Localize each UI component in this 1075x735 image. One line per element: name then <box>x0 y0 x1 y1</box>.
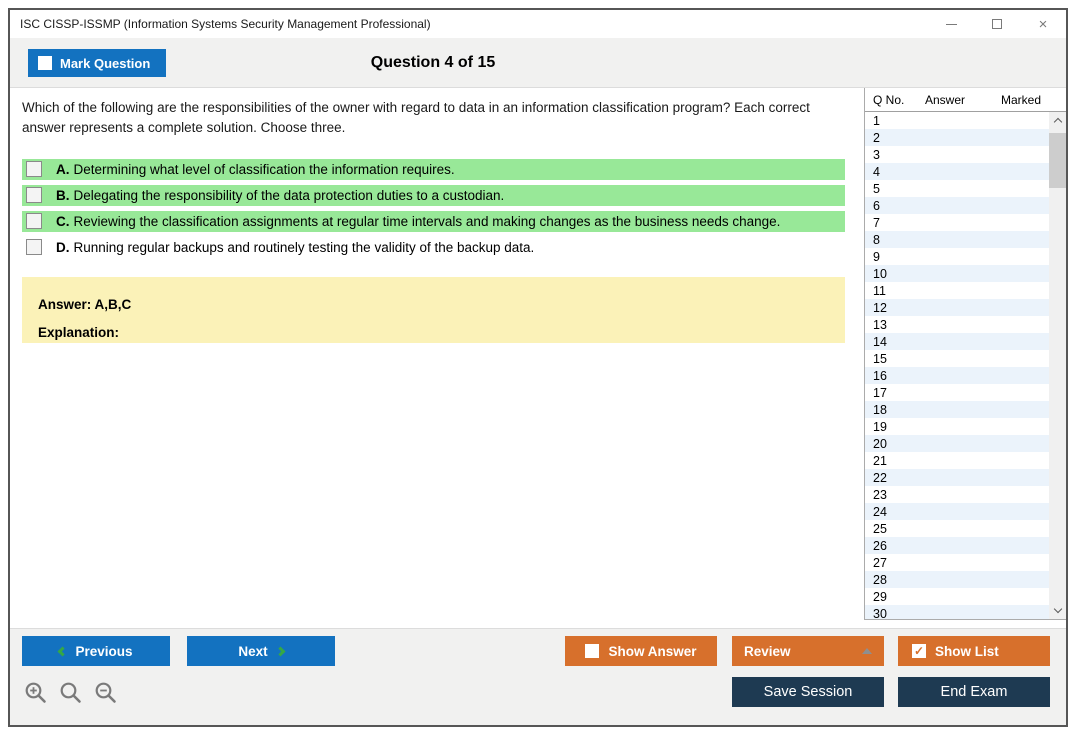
qlist-row[interactable] <box>865 112 1049 129</box>
window-title: ISC CISSP-ISSMP (Information Systems Security Management Professional) <box>20 17 431 31</box>
question-counter: Question 4 of 15 <box>370 53 496 71</box>
qlist-cell-qno: 13 <box>873 317 887 332</box>
option-b-letter: B. <box>56 188 70 204</box>
scroll-up-icon <box>1053 118 1061 126</box>
chevron-left-icon <box>58 646 68 656</box>
option-a[interactable] <box>22 159 845 180</box>
qlist-cell-qno: 24 <box>873 504 887 519</box>
show-answer-checkbox[interactable] <box>585 644 599 658</box>
option-d-letter: D. <box>56 240 70 256</box>
qlist-cell-qno: 4 <box>873 164 880 179</box>
review-dropdown-button[interactable] <box>732 636 884 666</box>
qlist-cell-qno: 5 <box>873 181 880 196</box>
title-bar <box>10 10 1066 38</box>
qlist-row[interactable] <box>865 486 1049 503</box>
mark-question-label: Mark Question <box>60 55 151 71</box>
column-header-answer: Answer <box>925 92 966 107</box>
qlist-cell-qno: 21 <box>873 453 887 468</box>
show-list-button[interactable] <box>898 636 1050 666</box>
qlist-cell-qno: 27 <box>873 555 887 570</box>
qlist-row[interactable] <box>865 299 1049 316</box>
question-list-panel <box>864 88 1066 620</box>
zoom-tools <box>24 681 119 706</box>
triangle-up-icon <box>862 648 872 654</box>
qlist-row[interactable] <box>865 503 1049 520</box>
option-b[interactable] <box>22 185 845 206</box>
qlist-row[interactable] <box>865 384 1049 401</box>
zoom-reset-icon[interactable] <box>59 681 84 706</box>
check-icon: ✓ <box>913 644 925 658</box>
qlist-row[interactable] <box>865 146 1049 163</box>
question-panel <box>10 88 864 628</box>
end-exam-button[interactable] <box>898 677 1050 707</box>
review-label: Review <box>744 643 791 659</box>
qlist-row[interactable] <box>865 231 1049 248</box>
qlist-cell-qno: 14 <box>873 334 887 349</box>
qlist-cell-qno: 26 <box>873 538 887 553</box>
qlist-cell-qno: 22 <box>873 470 887 485</box>
qlist-cell-qno: 30 <box>873 606 887 619</box>
question-list-body <box>865 112 1066 619</box>
qlist-cell-qno: 18 <box>873 402 887 417</box>
qlist-cell-qno: 25 <box>873 521 887 536</box>
header-band <box>10 38 1066 88</box>
qlist-row[interactable] <box>865 350 1049 367</box>
qlist-row[interactable] <box>865 605 1049 619</box>
answer-explanation-box <box>22 277 845 343</box>
qlist-cell-qno: 6 <box>873 198 880 213</box>
option-a-checkbox[interactable] <box>26 161 42 177</box>
qlist-row[interactable] <box>865 316 1049 333</box>
option-c-letter: C. <box>56 214 70 230</box>
window-controls <box>928 10 1066 38</box>
qlist-row[interactable] <box>865 418 1049 435</box>
qlist-row[interactable] <box>865 554 1049 571</box>
option-b-checkbox[interactable] <box>26 187 42 203</box>
option-c[interactable] <box>22 211 845 232</box>
qlist-row[interactable] <box>865 180 1049 197</box>
scroll-down-button[interactable] <box>1049 602 1066 619</box>
option-a-letter: A. <box>56 162 70 178</box>
maximize-button[interactable] <box>974 10 1020 38</box>
show-answer-button[interactable] <box>565 636 717 666</box>
qlist-cell-qno: 28 <box>873 572 887 587</box>
qlist-cell-qno: 23 <box>873 487 887 502</box>
qlist-cell-qno: 15 <box>873 351 887 366</box>
qlist-row[interactable] <box>865 520 1049 537</box>
explanation-label: Explanation: <box>38 325 120 341</box>
qlist-row[interactable] <box>865 129 1049 146</box>
qlist-cell-qno: 12 <box>873 300 887 315</box>
close-icon: × <box>1038 15 1048 33</box>
qlist-cell-qno: 3 <box>873 147 880 162</box>
save-session-button[interactable] <box>732 677 884 707</box>
save-session-label: Save Session <box>763 684 853 700</box>
qlist-row[interactable] <box>865 265 1049 282</box>
qlist-row[interactable] <box>865 469 1049 486</box>
question-list-scrollbar[interactable] <box>1049 112 1066 619</box>
minimize-icon <box>946 24 957 25</box>
qlist-cell-qno: 7 <box>873 215 880 230</box>
option-d-text: Running regular backups and routinely testing the validity of the backup data. <box>73 240 535 256</box>
qlist-row[interactable] <box>865 197 1049 214</box>
question-list-rows <box>865 112 1049 619</box>
previous-button[interactable] <box>22 636 170 666</box>
zoom-in-icon[interactable] <box>24 681 49 706</box>
option-d[interactable] <box>22 237 845 258</box>
option-c-text: Reviewing the classification assignments at regular time intervals and making changes as the business needs change. <box>73 214 781 230</box>
question-text: Which of the following are the responsibilities of the owner with regard to data in an information classification program? Each correct answer represents a complete solution. Choose three. <box>22 100 810 135</box>
maximize-icon <box>992 19 1002 29</box>
option-d-checkbox[interactable] <box>26 239 42 255</box>
close-button[interactable] <box>1020 10 1066 38</box>
show-list-checkbox[interactable] <box>912 644 926 658</box>
column-header-qno: Q No. <box>873 92 905 107</box>
qlist-cell-qno: 17 <box>873 385 887 400</box>
qlist-cell-qno: 9 <box>873 249 880 264</box>
scroll-up-button[interactable] <box>1049 112 1066 129</box>
scroll-down-icon <box>1053 605 1061 613</box>
app-window <box>8 8 1068 727</box>
minimize-button[interactable] <box>928 10 974 38</box>
question-list-header <box>865 88 1066 112</box>
qlist-row[interactable] <box>865 214 1049 231</box>
qlist-row[interactable] <box>865 571 1049 588</box>
option-c-checkbox[interactable] <box>26 213 42 229</box>
qlist-cell-qno: 1 <box>873 113 880 128</box>
content-area <box>10 88 1066 628</box>
qlist-cell-qno: 2 <box>873 130 880 145</box>
qlist-cell-qno: 11 <box>873 283 886 298</box>
options-list <box>22 159 852 258</box>
qlist-row[interactable] <box>865 163 1049 180</box>
option-b-text: Delegating the responsibility of the data protection duties to a custodian. <box>73 188 505 204</box>
qlist-cell-qno: 16 <box>873 368 887 383</box>
qlist-row[interactable] <box>865 452 1049 469</box>
chevron-right-icon <box>275 646 285 656</box>
footer-bar <box>10 628 1066 725</box>
zoom-out-icon[interactable] <box>94 681 119 706</box>
show-list-label: Show List <box>935 643 999 659</box>
qlist-cell-qno: 19 <box>873 419 887 434</box>
answer-label: Answer: A,B,C <box>38 297 132 313</box>
qlist-row[interactable] <box>865 537 1049 554</box>
column-header-marked: Marked <box>1001 92 1042 107</box>
qlist-row[interactable] <box>865 282 1049 299</box>
next-button[interactable] <box>187 636 335 666</box>
next-label: Next <box>238 643 268 659</box>
qlist-row[interactable] <box>865 435 1049 452</box>
qlist-row[interactable] <box>865 333 1049 350</box>
qlist-row[interactable] <box>865 588 1049 605</box>
qlist-cell-qno: 8 <box>873 232 880 247</box>
qlist-cell-qno: 29 <box>873 589 887 604</box>
qlist-cell-qno: 20 <box>873 436 887 451</box>
qlist-row[interactable] <box>865 248 1049 265</box>
option-a-text: Determining what level of classification the information requires. <box>73 162 455 178</box>
show-answer-label: Show Answer <box>608 643 697 659</box>
previous-label: Previous <box>75 643 133 659</box>
scrollbar-thumb[interactable] <box>1049 133 1066 188</box>
qlist-row[interactable] <box>865 401 1049 418</box>
end-exam-label: End Exam <box>940 684 1008 700</box>
qlist-row[interactable] <box>865 367 1049 384</box>
qlist-cell-qno: 10 <box>873 266 887 281</box>
